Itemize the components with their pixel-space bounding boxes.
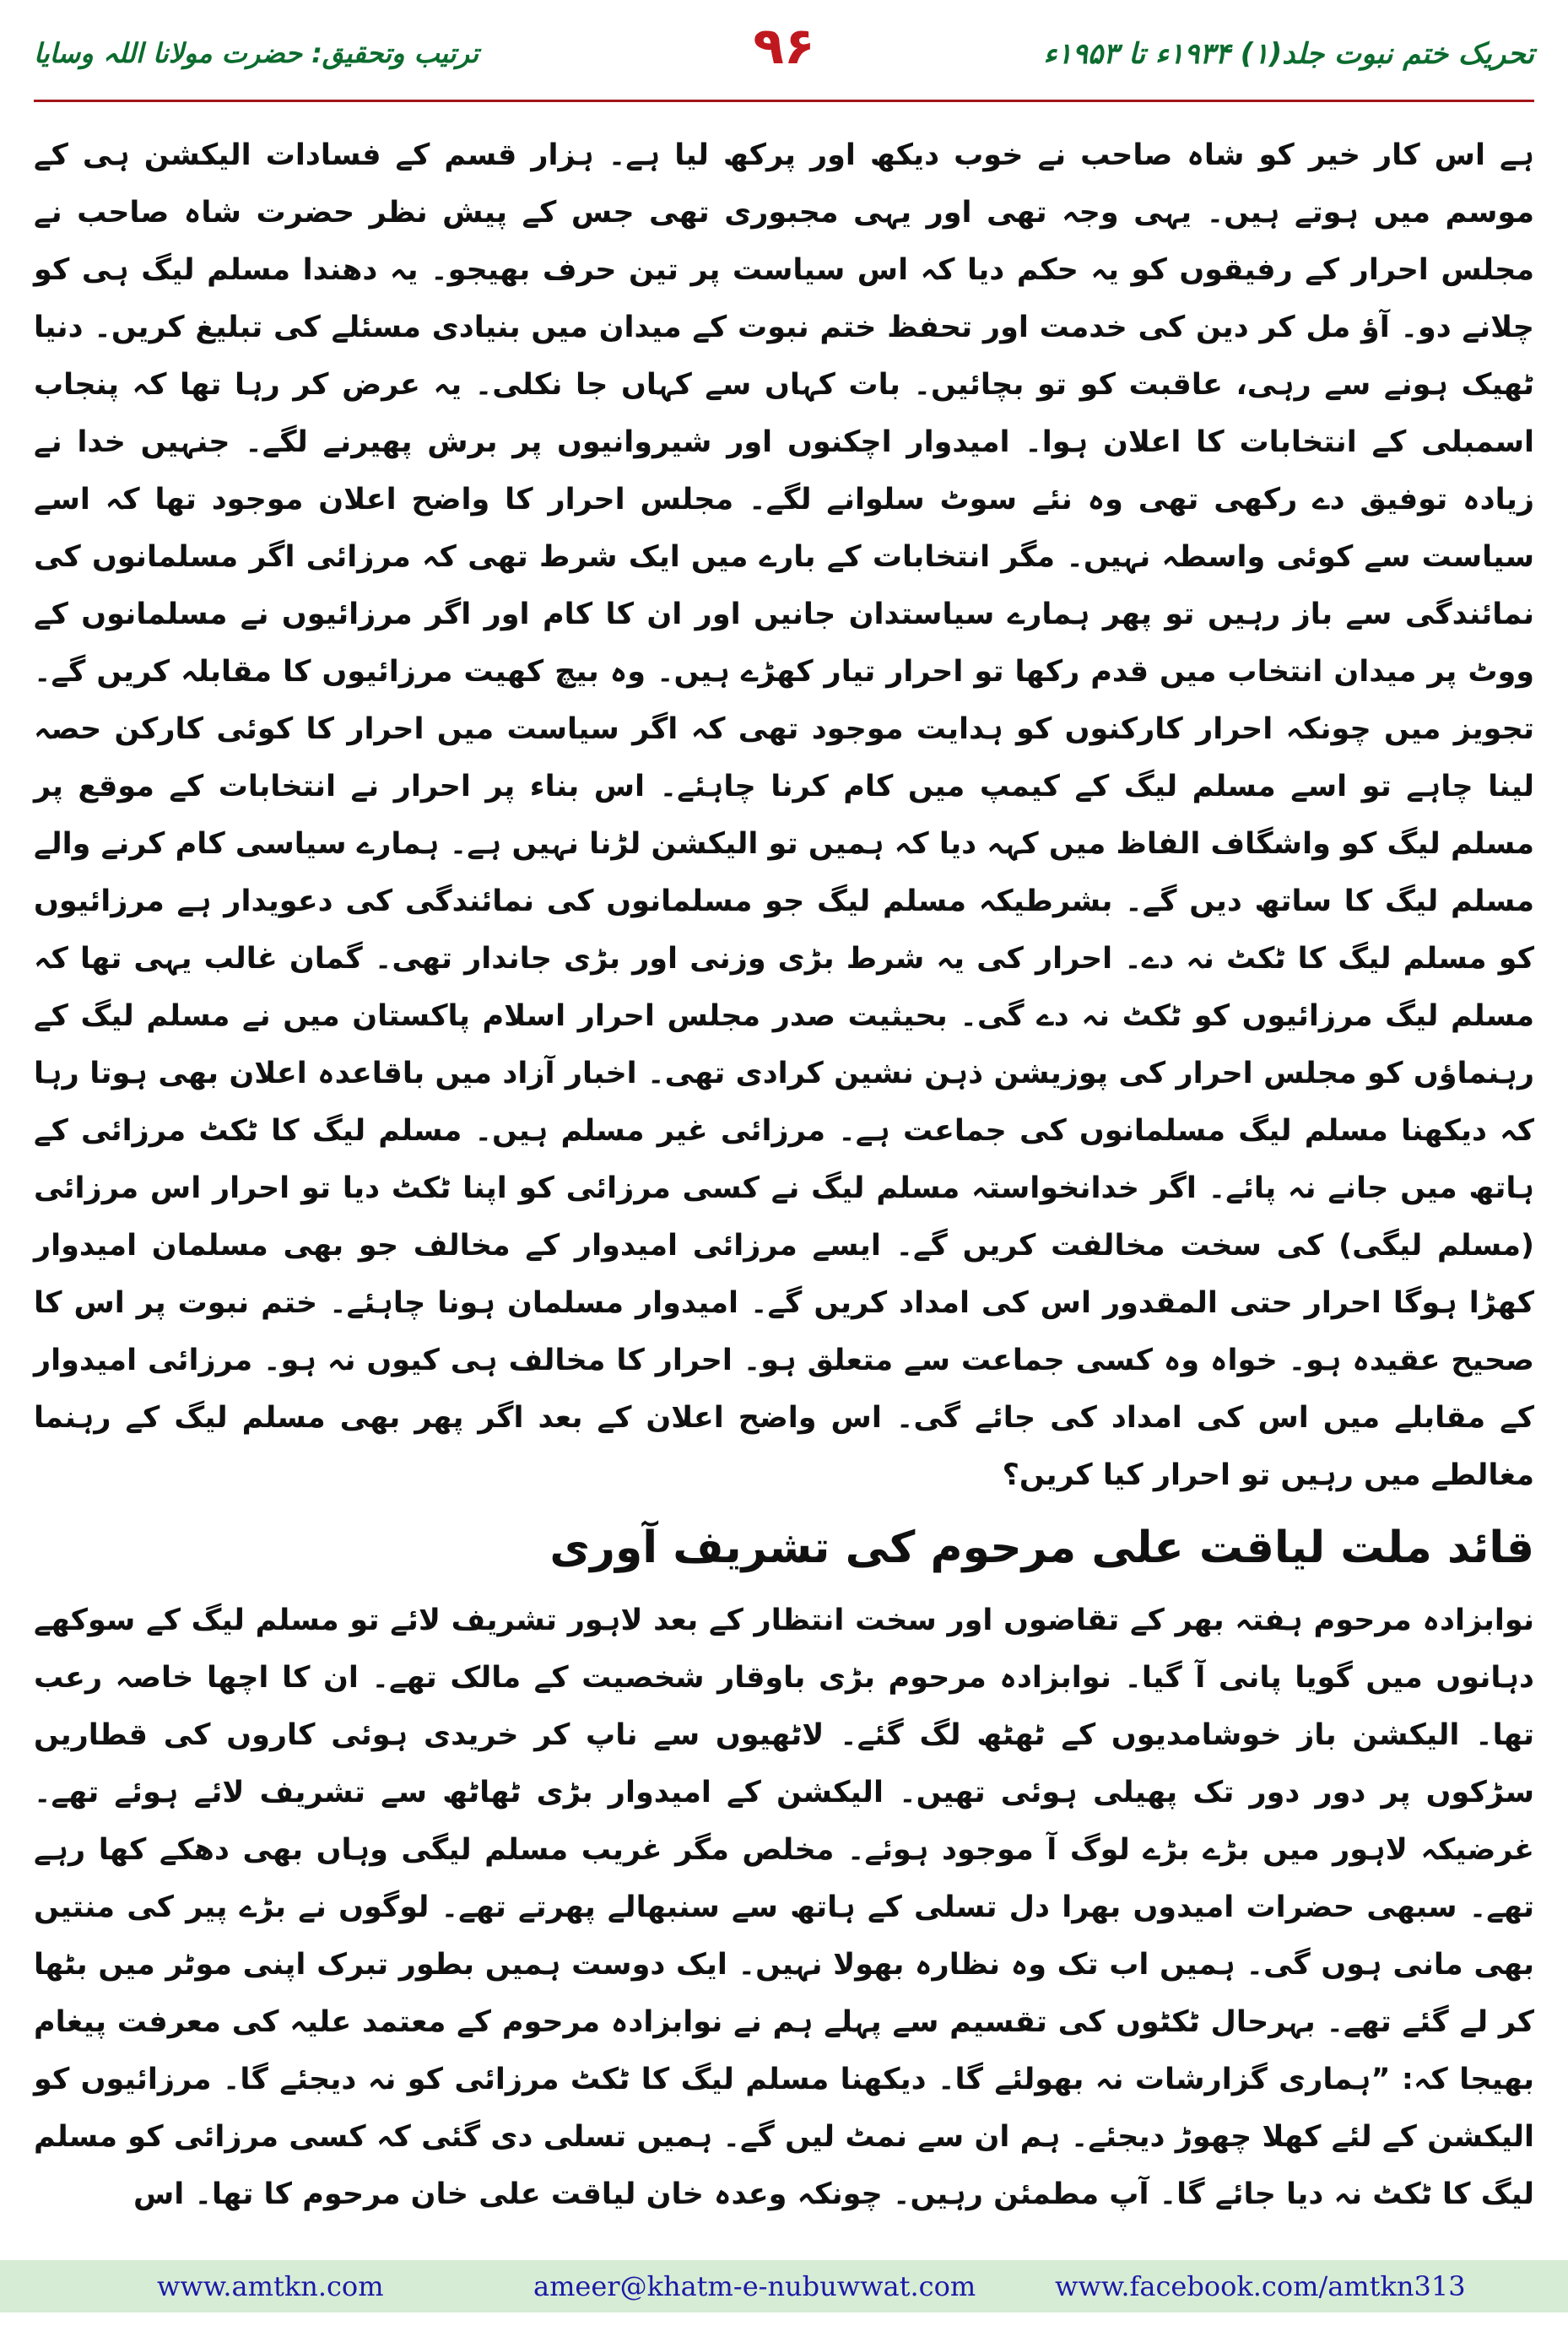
page-number: ۹۶	[753, 17, 815, 76]
page-header	[34, 12, 1534, 96]
compiler-credit: ترتیب وتحقیق: حضرت مولانا اللہ وسایا	[34, 37, 479, 69]
body-paragraph: نوابزادہ مرحوم ہفتہ بھر کے تقاضوں اور سخت انتظار کے بعد لاہور تشریف لائے تو مسلم لیگ کے سوکھے دہانوں میں گویا پانی آ گیا۔ نوابزادہ مرحوم بڑی باوقار شخصیت کے مالک تھے۔ ان کا اچھا خاصہ رعب تھا۔ الیکشن باز خوشامدیوں کے ٹھٹھ لگ گئے۔ لاٹھیوں سے ناپ کر خریدی ہوئی کاروں کی قطاریں سڑکوں پر دور دور تک پھیلی ہوئی تھیں۔ الیکشن کے امیدوار بڑی ٹھاٹھ سے تشریف لائے ہوئے تھے۔ غرضیکہ لاہور میں بڑے بڑے لوگ آ موجود ہوئے۔ مخلص مگر غریب مسلم لیگی وہاں بھی دھکے کھا رہے تھے۔ سبھی حضرات امیدوں بھرا دل تسلی کے ہاتھ سے سنبھالے پھرتے تھے۔ لوگوں نے بڑے پیر کی منتیں بھی مانی ہوں گی۔ ہمیں اب تک وہ نظارہ بھولا نہیں۔ ایک دوست ہمیں بطور تبرک اپنی موٹر میں بٹھا کر لے گئے تھے۔ بہرحال ٹکٹوں کی تقسیم سے پہلے ہم نے نوابزادہ مرحوم کے معتمد علیہ کی معرفت پیغام بھیجا کہ: ”ہماری گزارشات نہ بھولئے گا۔ دیکھنا مسلم لیگ کا ٹکٹ مرزائی کو نہ دیجئے گا۔ مرزائیوں کو الیکشن کے لئے کھلا چھوڑ دیجئے۔ ہم ان سے نمٹ لیں گے۔ ہمیں تسلی دی گئی کہ کسی مرزائی کو مسلم لیگ کا ٹکٹ نہ دیا جائے گا۔ آپ مطمئن رہیں۔ چونکہ وعدہ خان لیاقت علی خان مرحوم کا تھا۔ اس	[34, 1604, 1534, 2211]
facebook-link[interactable]: www.facebook.com/amtkn313	[1055, 2270, 1466, 2302]
book-title: تحریک ختم نبوت جلد(۱) ۱۹۳۴ء تا ۱۹۵۳ء	[1043, 37, 1534, 71]
header-divider	[34, 100, 1534, 102]
page-footer	[0, 2260, 1568, 2312]
email-link[interactable]: ameer@khatm-e-nubuwwat.com	[533, 2270, 976, 2302]
website-link[interactable]: www.amtkn.com	[157, 2270, 384, 2302]
page-body	[34, 127, 1534, 2223]
section-heading: قائد ملت لیاقت علی مرحوم کی تشریف آوری	[549, 1523, 1534, 1573]
body-paragraph: ہے اس کار خیر کو شاہ صاحب نے خوب دیکھ اور پرکھ لیا ہے۔ ہزار قسم کے فسادات الیکشن ہی کے موسم میں ہوتے ہیں۔ یہی وجہ تھی اور یہی مجبوری تھی جس کے پیش نظر حضرت شاہ صاحب نے مجلس احرار کے رفیقوں کو یہ حکم دیا کہ اس سیاست پر تین حرف بھیجو۔ یہ دھندا مسلم لیگ ہی کو چلانے دو۔ آؤ مل کر دین کی خدمت اور تحفظ ختم نبوت کے میدان میں بنیادی مسئلے کی تبلیغ کریں۔ دنیا ٹھیک ہونے سے رہی، عاقبت کو تو بچائیں۔ بات کہاں سے کہاں جا نکلی۔ یہ عرض کر رہا تھا کہ پنجاب اسمبلی کے انتخابات کا اعلان ہوا۔ امیدوار اچکنوں اور شیروانیوں پر برش پھیرنے لگے۔ جنہیں خدا نے زیادہ توفیق دے رکھی تھی وہ نئے سوٹ سلوانے لگے۔ مجلس احرار کا واضح اعلان موجود تھا کہ اسے سیاست سے کوئی واسطہ نہیں۔ مگر انتخابات کے بارے میں ایک شرط تھی کہ مرزائی اگر مسلمانوں کی نمائندگی سے باز رہیں تو پھر ہمارے سیاستدان جانیں اور ان کا کام اور اگر مرزائیوں نے مسلمانوں کے ووٹ پر میدان انتخاب میں قدم رکھا تو احرار تیار کھڑے ہیں۔ وہ بیچ کھیت مرزائیوں کا مقابلہ کریں گے۔ تجویز میں چونکہ احرار کارکنوں کو ہدایت موجود تھی کہ اگر سیاست میں احرار کا کوئی کارکن حصہ لینا چاہے تو اسے مسلم لیگ کے کیمپ میں کام کرنا چاہئے۔ اس بناء پر احرار نے انتخابات کے موقع پر مسلم لیگ کو واشگاف الفاظ میں کہہ دیا کہ ہمیں تو الیکشن لڑنا نہیں ہے۔ ہمارے سیاسی کام کرنے والے مسلم لیگ کا ساتھ دیں گے۔ بشرطیکہ مسلم لیگ جو مسلمانوں کی نمائندگی کی دعویدار ہے مرزائیوں کو مسلم لیگ کا ٹکٹ نہ دے۔ احرار کی یہ شرط بڑی وزنی اور بڑی جاندار تھی۔ گمان غالب یہی تھا کہ مسلم لیگ مرزائیوں کو ٹکٹ نہ دے گی۔ بحیثیت صدر مجلس احرار اسلام پاکستان میں نے مسلم لیگ کے رہنماؤں کو مجلس احرار کی پوزیشن ذہن نشین کرادی تھی۔ اخبار آزاد میں باقاعدہ اعلان بھی ہوتا رہا کہ دیکھنا مسلم لیگ مسلمانوں کی جماعت ہے۔ مرزائی غیر مسلم ہیں۔ مسلم لیگ کا ٹکٹ مرزائی کے ہاتھ میں جانے نہ پائے۔ اگر خدانخواستہ مسلم لیگ نے کسی مرزائی کو اپنا ٹکٹ دیا تو احرار اس مرزائی (مسلم لیگی) کی سخت مخالفت کریں گے۔ ایسے مرزائی امیدوار کے مخالف جو بھی مسلمان امیدوار کھڑا ہوگا احرار حتی المقدور اس کی امداد کریں گے۔ امیدوار مسلمان ہونا چاہئے۔ ختم نبوت پر اس کا صحیح عقیدہ ہو۔ خواہ وہ کسی جماعت سے متعلق ہو۔ احرار کا مخالف ہی کیوں نہ ہو۔ مرزائی امیدوار کے مقابلے میں اس کی امداد کی جائے گی۔ اس واضح اعلان کے بعد اگر پھر بھی مسلم لیگ کے رہنما مغالطے میں رہیں تو احرار کیا کریں؟	[34, 138, 1534, 1492]
